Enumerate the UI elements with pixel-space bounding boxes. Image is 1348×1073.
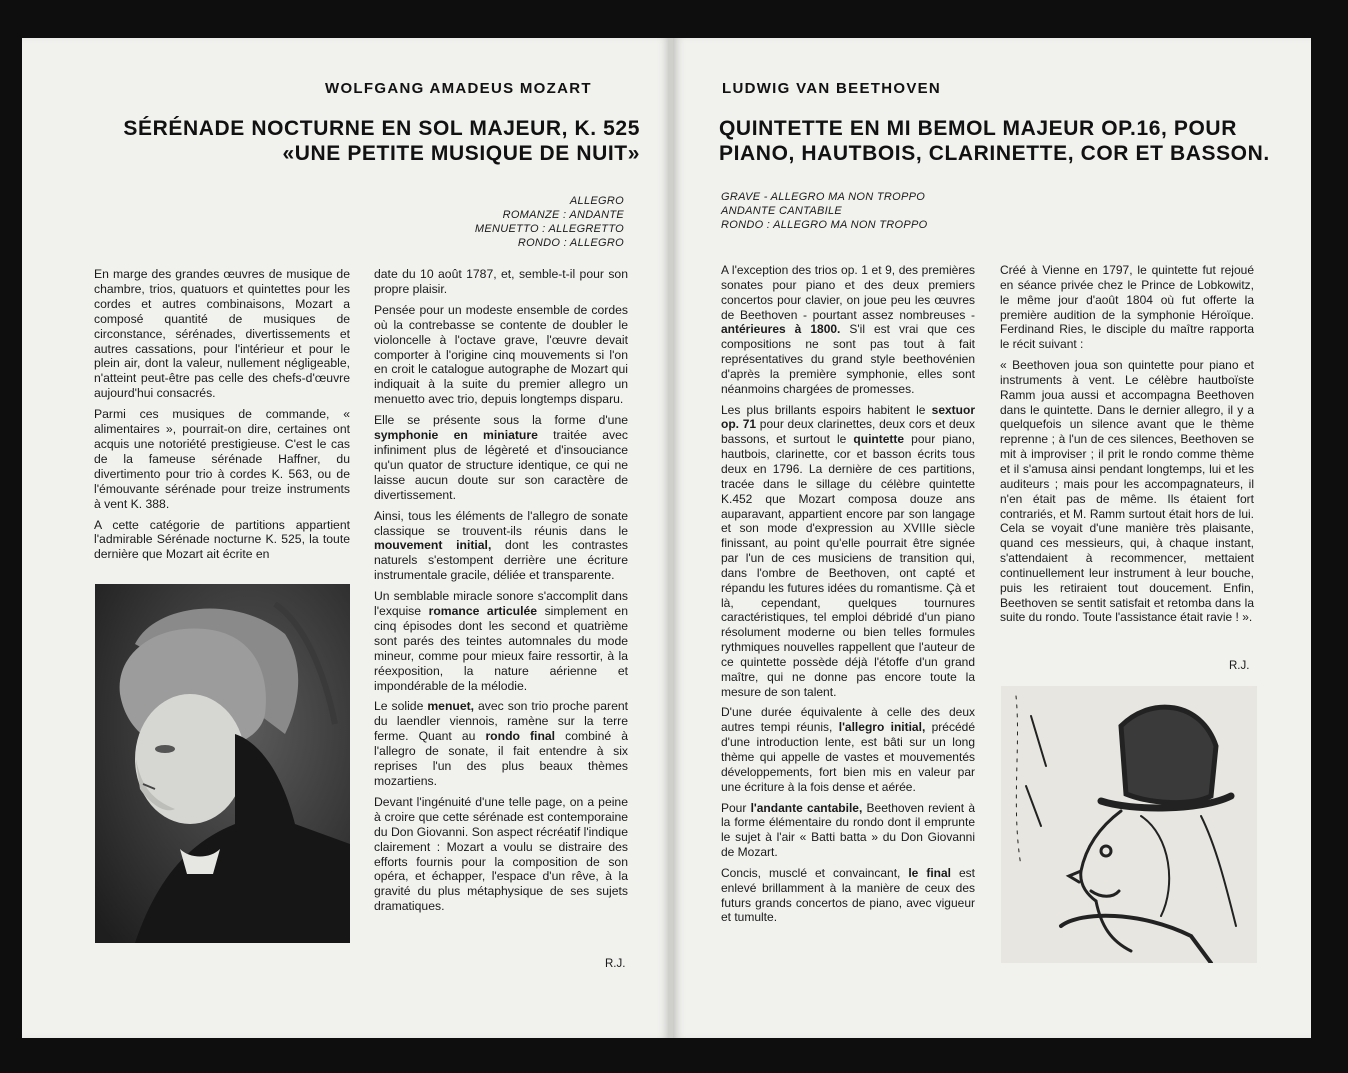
paragraph: Les plus brillants espoirs habitent le sextuor op. 71 pour deux clarinettes, deux cors et deux bassons, et surtout le quintette pour piano, hautbois, clarinette, cor et basson écrits tous deux en 1796. La dernière de ces partitions, tracée dans le sillage du célèbre quintette K.452 que Mozart composa douze ans auparavant, appartient encore par son langage et son mode d'expression au XVIIIe siècle finissant, au point qu'elle pourrait être signée par l'un de ces musiciens de transition qui, dans l'ombre de Beethoven, ont capté et répandu les futures idées du romantisme. Çà et là, cependant, quelques tournures caractéristiques, tel emploi débridé d'un piano résolument moderne ou bien telles formules rythmiques nouvelles rappellent que l'auteur de ce quintette possède déjà l'étoffe d'un grand maître, qui ne donne pas encore toute la mesure de son talent. [721, 402, 975, 699]
paragraph: « Beethoven joua son quintette pour piano et instruments à vent. Le célèbre hautboïste Ramm joua aussi et accompagna Beethoven dans le quintette. Dans le dernier allegro, il y a quelquefois un silence avant que le thème reprenne ; à l'un de ces silences, Beethoven se mit à improviser ; il prit le rondo comme thème et il s'amusa ainsi pendant longtemps, lui et les auditeurs ; mais pour les accompagnateurs, il n'en était pas de même. Ils étaient fort contrariés, et M. Ramm surtout était hors de lui. Cela se voyait d'une manière très plaisante, quand ces messieurs, qui, à chaque instant, s'attendaient à recommencer, mettaient continuellement leur instrument à leur bouche, puis les retiraient tout doucement. Enfin, Beethoven se sentit satisfait et retomba dans la suite du rondo. Toute l'assistance était ravie ! ». [1000, 358, 1254, 625]
text-column-1 [721, 263, 975, 931]
paragraph: Devant l'ingénuité d'une telle page, on a peine à croire que cette sérénade est contemporaine du Don Giovanni. Son aspect récréatif l'indique clairement : Mozart a voulu se distraire des efforts fournis pour la composition de son opéra, et échapper, l'espace d'un rêve, à la gravité du plus métaphysique de ses sujets dramatiques. [374, 794, 628, 914]
work-title-line1: SÉRÉNADE NOCTURNE EN SOL MAJEUR, K. 525 [123, 117, 640, 140]
movement-item: ROMANZE : ANDANTE [502, 209, 624, 221]
work-title-line1: QUINTETTE EN MI BEMOL MAJEUR OP.16, POUR [719, 117, 1237, 140]
work-title-line2: PIANO, HAUTBOIS, CLARINETTE, COR ET BASSON. [719, 142, 1270, 165]
paragraph: A l'exception des trios op. 1 et 9, des premières sonates pour piano et des deux premiers concertos pour clavier, on joue peu les œuvres de Beethoven - pourtant assez nombreuses - antérieures à 1800. S'il est vrai que ces compositions ne sont pas tout à fait représentatives du grand style beethovénien d'après la première symphonie, elles sont néanmoins chargées de promesses. [721, 263, 975, 396]
movement-item: ANDANTE CANTABILE [721, 205, 843, 217]
work-title-line2: «UNE PETITE MUSIQUE DE NUIT» [282, 142, 640, 165]
paragraph: Concis, musclé et convaincant, le final est enlevé brillamment à la manière de ceux des futurs grands concertos de piano, avec vigueur et tumulte. [721, 865, 976, 925]
mozart-portrait [95, 584, 350, 943]
movement-list [424, 194, 624, 250]
right-page [673, 38, 1311, 1038]
movement-item: RONDO : ALLEGRO [517, 237, 624, 249]
movement-item: MENUETTO : ALLEGRETTO [474, 223, 624, 235]
paragraph: Pensée pour un modeste ensemble de cordes où la contrebasse se contente de doubler le violoncelle à l'octave grave, l'œuvre devait comporter à l'origine cinq mouvements si l'on en croit le catalogue autographe de Mozart qui indiquait à la suite du premier allegro un menuetto avec trio, depuis longtemps disparu. [374, 302, 628, 407]
text-column-1 [94, 267, 350, 568]
paragraph: date du 10 août 1787, et, semble-t-il pour son propre plaisir. [374, 267, 628, 296]
paragraph: Créé à Vienne en 1797, le quintette fut rejoué en séance privée chez le Prince de Lobkowitz, le même jour d'août 1804 où fut offerte la première audition de la symphonie Héroïque. Ferdinand Ries, le disciple du maître rapporta le récit suivant : [1000, 263, 1254, 352]
movement-list [721, 190, 1021, 232]
text-column-2 [374, 267, 628, 920]
composer-name: LUDWIG VAN BEETHOVEN [722, 80, 942, 97]
text-column-2 [1000, 263, 1254, 631]
paragraph: Un semblable miracle sonore s'accomplit dans l'exquise romance articulée simplement en cinq épisodes dont les second et quatrième sont parés des teintes automnales du mode mineur, comme pour mieux faire ressortir, à la réexposition, la nature aérienne et impondérable de la mélodie. [374, 589, 628, 693]
work-title [719, 116, 1279, 166]
paragraph: Parmi ces musiques de commande, « alimentaires », pourrait-on dire, certaines ont acquis une notoriété prestigieuse. C'est le cas de la fameuse sérénade Haffner, du divertimento pour trio à cordes K. 563, ou de l'émouvante sérénade pour treize instruments à vent K. 388. [94, 407, 350, 511]
sketch-drawing [1001, 686, 1257, 963]
paragraph: D'une durée équivalente à celle des deux autres tempi réunis, l'allegro initial, précédé d'une introduction lente, est bâti sur un long thème qui appelle de vastes et mouvementés développements, fort bien mis en valeur par une écriture à la fois dense et aérée. [721, 705, 975, 794]
paragraph: Pour l'andante cantabile, Beethoven revient à la forme élémentaire du rondo dont il emprunte le sujet à l'air « Batti batta » du Don Giovanni de Mozart. [721, 800, 976, 860]
movement-item: GRAVE - ALLEGRO MA NON TROPPO [721, 191, 926, 203]
paragraph: En marge des grandes œuvres de musique de chambre, trios, quatuors et quintettes pour les cordes et autres combinaisons, Mozart a composé quantité de musiques de circonstance, sérénades, divertissements et autres cassations, pour l'intérieur et pour le plein air, dont la valeur, nullement négligeable, n'atteint peut-être pas celle des chefs-d'œuvre aujourd'hui consacrés. [94, 267, 350, 401]
signature: R.J. [1229, 660, 1250, 672]
movement-item: ALLEGRO [569, 195, 624, 207]
paragraph: A cette catégorie de partitions appartient l'admirable Sérénade nocturne K. 525, la toute dernière que Mozart ait écrite en [94, 517, 350, 562]
paragraph: Elle se présente sous la forme d'une symphonie en miniature traitée avec infiniment plus de légèreté et d'insouciance qu'un quator de structure identique, ce qui ne laisse aucun doute sur son caractère de divertissement. [374, 413, 629, 502]
movement-item: RONDO : ALLEGRO MA NON TROPPO [721, 219, 928, 231]
left-page [22, 38, 670, 1038]
beethoven-sketch [1001, 686, 1257, 963]
paragraph: Le solide menuet, avec son trio proche parent du laendler viennois, ramène sur la terre ferme. Quant au rondo final combiné à l'allegro de sonate, il fait entendre à six reprises l'un des plus beaux thèmes mozartiens. [374, 699, 629, 788]
signature: R.J. [605, 958, 626, 970]
paragraph: Ainsi, tous les éléments de l'allegro de sonate classique se trouvent-ils réunis dans le mouvement initial, dont les contrastes naturels s'estompent derrière une écriture instrumentale gracile, déliée et transparente. [374, 508, 628, 583]
composer-name: WOLFGANG AMADEUS MOZART [325, 80, 592, 97]
work-title [110, 116, 640, 166]
portrait-drawing [95, 584, 350, 943]
